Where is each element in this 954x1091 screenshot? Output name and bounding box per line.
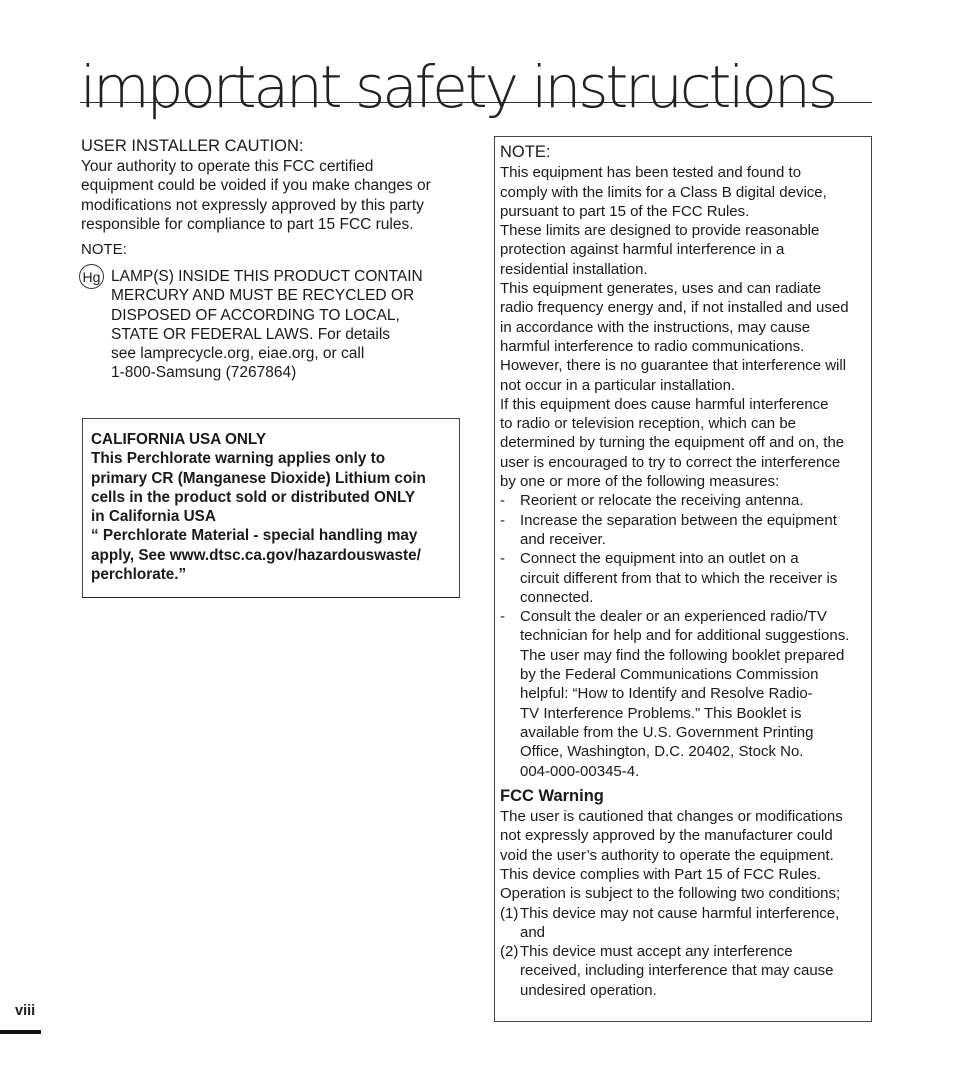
lamp-line: MERCURY AND MUST BE RECYCLED OR xyxy=(111,287,415,305)
measure-line: TV Interference Problems.” This Booklet is xyxy=(520,704,802,722)
california-line: “ Perchlorate Material - special handling may xyxy=(91,527,418,545)
note-line: This equipment has been tested and found to xyxy=(500,164,802,182)
fcc-line: not expressly approved by the manufacturer could xyxy=(500,827,833,845)
page-number: viii xyxy=(15,1003,36,1019)
lamp-line: 1-800-Samsung (7267864) xyxy=(111,364,297,382)
bullet-marker: - xyxy=(500,492,505,510)
lamp-line: STATE OR FEDERAL LAWS. For details xyxy=(111,325,391,343)
measure-item xyxy=(500,549,868,607)
bullet-marker: - xyxy=(500,608,505,626)
measure-line: Office, Washington, D.C. 20402, Stock No. xyxy=(520,743,804,761)
caution-line: modifications not expressly approved by this party xyxy=(81,196,424,214)
condition-line: This device must accept any interference xyxy=(520,943,793,961)
measure-line: circuit different from that to which the receiver is xyxy=(520,569,838,587)
mercury-lamp-notice xyxy=(111,267,451,383)
california-line: CALIFORNIA USA ONLY xyxy=(91,431,267,448)
user-installer-caution-heading: USER INSTALLER CAUTION: xyxy=(81,137,304,155)
user-installer-caution-body xyxy=(81,157,471,234)
page-number-bar xyxy=(0,1030,41,1034)
measure-line: Increase the separation between the equipment xyxy=(520,511,837,529)
note-line: This equipment generates, uses and can radiate xyxy=(500,280,822,298)
fcc-note-paragraph xyxy=(500,163,868,491)
condition-item xyxy=(500,942,868,1000)
fcc-line: The user is cautioned that changes or modifications xyxy=(500,808,843,826)
fcc-line: void the user’s authority to operate the equipment. xyxy=(500,846,834,864)
left-note-label: NOTE: xyxy=(81,241,127,258)
condition-marker: (1) xyxy=(500,904,519,922)
fcc-warning-heading: FCC Warning xyxy=(500,786,604,805)
right-note-label: NOTE: xyxy=(500,143,551,161)
condition-line: received, including interference that may cause xyxy=(520,962,834,980)
caution-line: responsible for compliance to part 15 FCC rules. xyxy=(81,215,414,233)
note-line: comply with the limits for a Class B digital device, xyxy=(500,183,827,201)
measure-line: Consult the dealer or an experienced radio/TV xyxy=(520,608,827,626)
measures-list xyxy=(500,491,868,780)
measure-item xyxy=(500,511,868,550)
condition-line: and xyxy=(520,923,546,941)
california-perchlorate-box xyxy=(82,418,460,598)
measure-item xyxy=(500,491,868,510)
note-line: not occur in a particular installation. xyxy=(500,376,736,394)
california-line: apply, See www.dtsc.ca.gov/hazardouswaste/ xyxy=(91,546,421,564)
california-line: perchlorate.” xyxy=(91,566,187,584)
measure-line: technician for help and for additional suggestions. xyxy=(520,627,850,645)
note-line: to radio or television reception, which can be xyxy=(500,415,797,433)
condition-line: This device may not cause harmful interference, xyxy=(520,904,840,922)
measure-line: Connect the equipment into an outlet on a xyxy=(520,550,799,568)
note-line: These limits are designed to provide reasonable xyxy=(500,222,820,240)
fcc-line: This device complies with Part 15 of FCC Rules. xyxy=(500,865,821,883)
measure-line: 004-000-00345-4. xyxy=(520,762,640,780)
mercury-hg-icon: Hg xyxy=(79,264,104,289)
note-line: radio frequency energy and, if not installed and used xyxy=(500,299,849,317)
measure-line: connected. xyxy=(520,588,594,606)
condition-marker: (2) xyxy=(500,943,519,961)
measure-line: and receiver. xyxy=(520,530,606,548)
condition-line: undesired operation. xyxy=(520,981,657,999)
note-line: However, there is no guarantee that interference will xyxy=(500,357,847,375)
page-title xyxy=(80,40,872,121)
california-line: primary CR (Manganese Dioxide) Lithium coin xyxy=(91,469,426,487)
measure-line: helpful: “How to Identify and Resolve Radio- xyxy=(520,685,813,703)
page-title-text: important safety instructions xyxy=(80,53,835,121)
lamp-line: see lamprecycle.org, eiae.org, or call xyxy=(111,345,365,363)
note-line: If this equipment does cause harmful interference xyxy=(500,395,829,413)
measure-line: The user may find the following booklet prepared xyxy=(520,646,845,664)
note-line: protection against harmful interference in a xyxy=(500,241,785,259)
caution-line: equipment could be voided if you make changes or xyxy=(81,177,431,195)
note-line: residential installation. xyxy=(500,260,648,278)
conditions-list xyxy=(500,904,868,1000)
bullet-marker: - xyxy=(500,550,505,568)
california-line: cells in the product sold or distributed ONLY xyxy=(91,488,416,506)
california-perchlorate-text xyxy=(91,430,453,584)
fcc-note-box xyxy=(494,136,872,1022)
note-line: by one or more of the following measures: xyxy=(500,473,780,491)
lamp-line: LAMP(S) INSIDE THIS PRODUCT CONTAIN xyxy=(111,268,423,285)
condition-item xyxy=(500,904,868,943)
measure-line: by the Federal Communications Commission xyxy=(520,666,819,684)
note-line: in accordance with the instructions, may cause xyxy=(500,318,811,336)
fcc-note-content xyxy=(500,143,868,1000)
note-line: pursuant to part 15 of the FCC Rules. xyxy=(500,202,750,220)
california-line: in California USA xyxy=(91,508,216,526)
note-line: harmful interference to radio communications. xyxy=(500,337,805,355)
lamp-line: DISPOSED OF ACCORDING TO LOCAL, xyxy=(111,306,400,324)
california-line: This Perchlorate warning applies only to xyxy=(91,450,386,468)
measure-line: available from the U.S. Government Printing xyxy=(520,723,814,741)
measure-line: Reorient or relocate the receiving antenna. xyxy=(520,492,804,510)
note-line: user is encouraged to try to correct the interference xyxy=(500,453,841,471)
fcc-line: Operation is subject to the following two conditions; xyxy=(500,885,841,903)
fcc-warning-paragraph xyxy=(500,807,868,903)
note-line: determined by turning the equipment off and on, the xyxy=(500,434,845,452)
caution-line: Your authority to operate this FCC certified xyxy=(81,158,374,175)
bullet-marker: - xyxy=(500,511,505,529)
measure-item xyxy=(500,607,868,781)
